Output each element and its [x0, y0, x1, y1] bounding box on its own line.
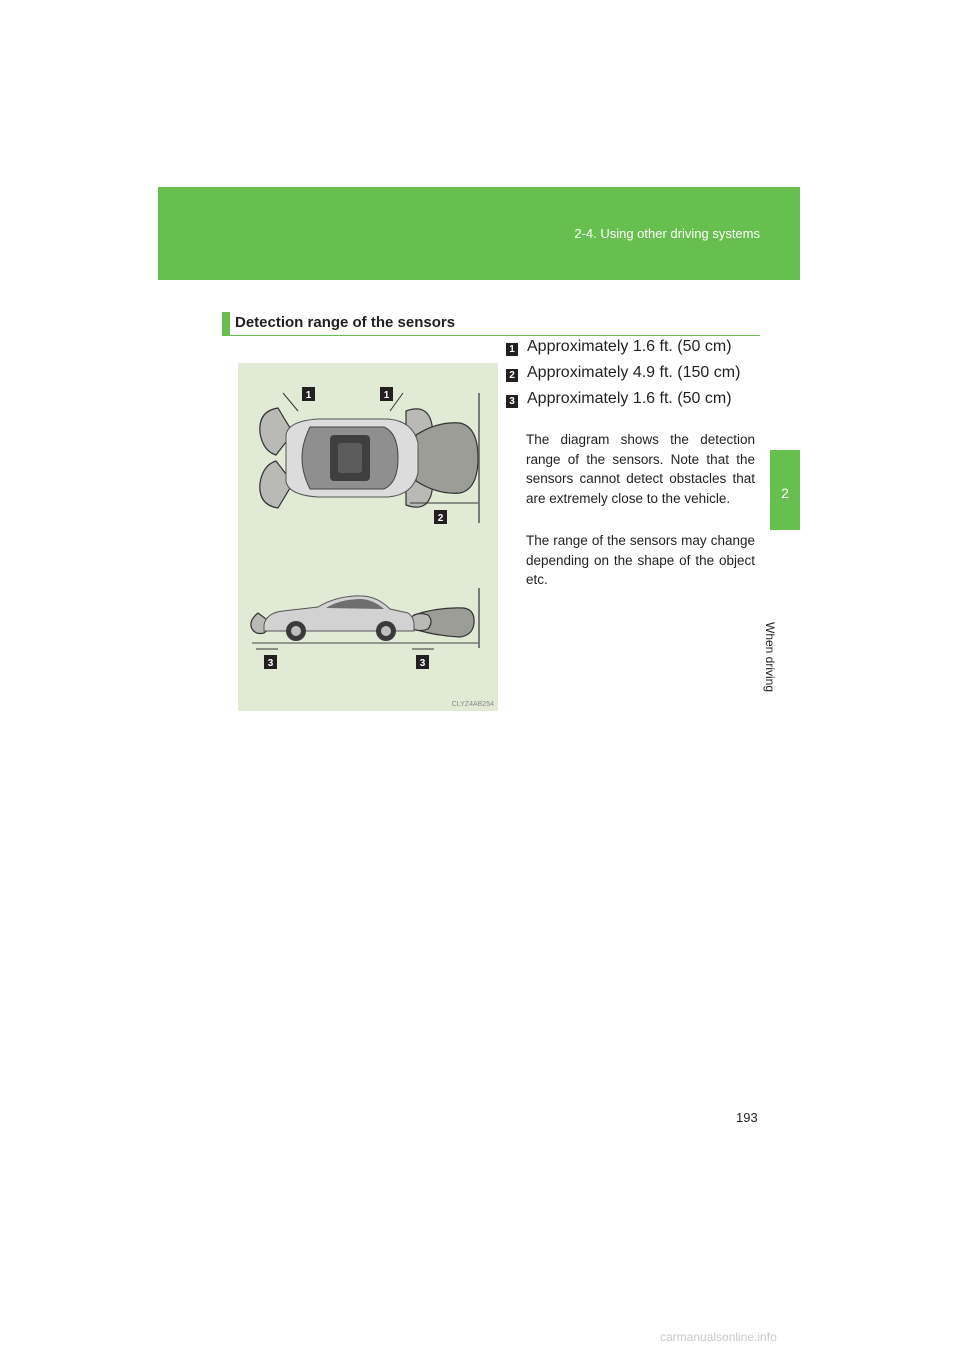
- legend-badge: 3: [506, 395, 518, 408]
- paragraph-range: The range of the sensors may change depending on the shape of the object etc.: [526, 533, 755, 587]
- chapter-number: 2: [781, 485, 789, 501]
- callout-3-left: 3: [267, 658, 274, 669]
- legend-item: [506, 337, 762, 363]
- chapter-side: [763, 530, 800, 693]
- heading-marker: [222, 312, 230, 335]
- legend-list: [506, 337, 762, 415]
- legend-badge: 1: [506, 343, 518, 356]
- section-title: Detection range of the sensors: [235, 314, 456, 331]
- watermark: carmanualsonline.info: [660, 1330, 777, 1344]
- callout-2: 2: [437, 513, 444, 524]
- page-number: 193: [736, 1110, 758, 1125]
- car-side-view: [264, 596, 414, 641]
- paragraph-detection: The diagram shows the detection range of the sensors. Note that the sensors cannot detect obstacles that are extremely close to the vehicle.: [526, 432, 755, 506]
- callout-3-right: 3: [419, 658, 426, 669]
- sensor-range-diagram: [238, 363, 498, 711]
- header-band: [158, 187, 800, 280]
- chapter-tab: [770, 450, 800, 530]
- legend-text: Approximately 1.6 ft. (50 cm): [527, 390, 732, 407]
- figure-code: CLYZ4AB254: [451, 701, 494, 708]
- legend-text: Approximately 4.9 ft. (150 cm): [527, 364, 741, 381]
- zone-front-center: [416, 423, 478, 494]
- car-top-view: [286, 419, 418, 497]
- dim-rear-line: [283, 393, 298, 411]
- legend-item: [506, 363, 762, 389]
- legend-item: [506, 389, 762, 415]
- section-heading: [222, 312, 760, 336]
- chapter-label: When driving: [763, 622, 777, 693]
- callout-1-left: 1: [305, 390, 312, 401]
- section-label: 2-4. Using other driving systems: [574, 226, 760, 241]
- callout-1-right: 1: [383, 390, 390, 401]
- legend-badge: 2: [506, 369, 518, 382]
- diagram-svg: [238, 363, 498, 711]
- legend-text: Approximately 1.6 ft. (50 cm): [527, 338, 732, 355]
